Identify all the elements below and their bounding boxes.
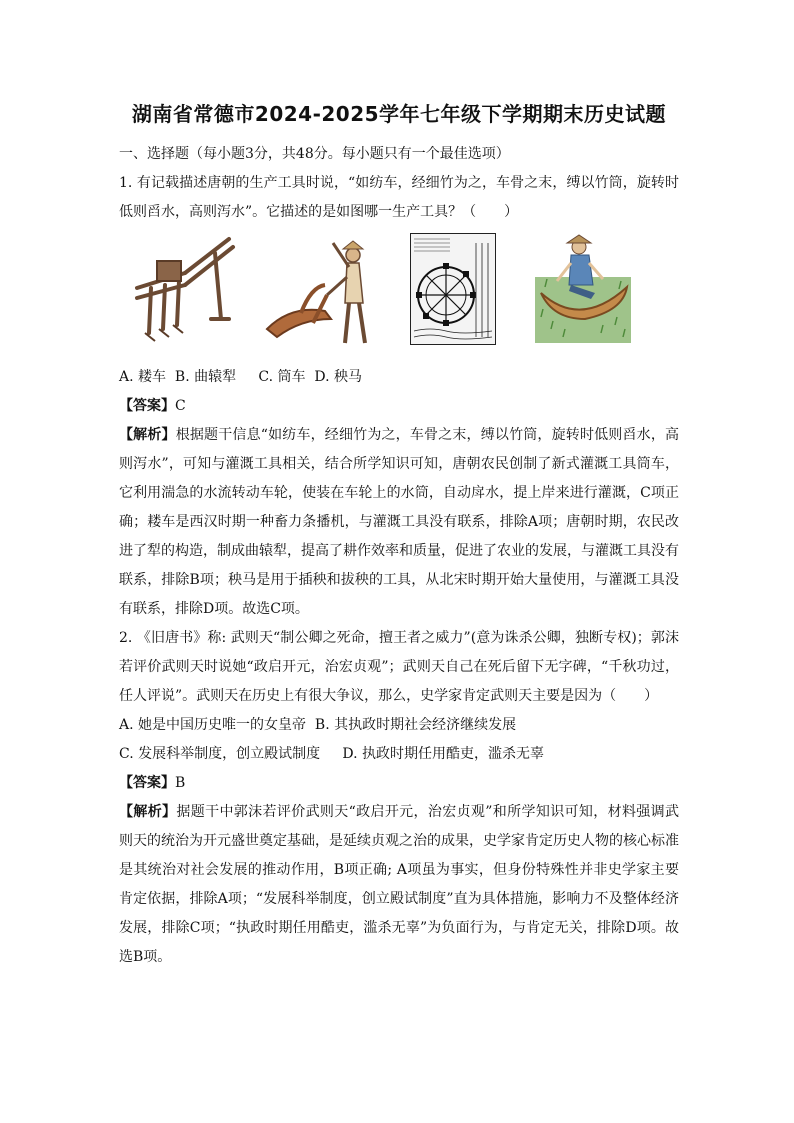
analysis-text: 据题干中郭沫若评价武则天“政启开元，治宏贞观”和所学知识可知，材料强调武则天的统治为开元盛世奠定基础，是延续贞观之治的成果，史学家肯定历史人物的核心标准是其统治对社会发展的推动作用，B项正确; A项虽为事实，但身份特殊性并非史学家主要肯定依据，排除A项；“发展科举制度，创立殿试制度”直为具体措施，影响力不及整体经济发展，排除C项；“执政时期任用酷吏，滥杀无辜”为负面行为，与肯定无关，排除D项。故选B项。 — [119, 804, 680, 965]
question-1-answer — [119, 392, 679, 421]
question-2-analysis — [119, 798, 679, 972]
answer-tag: 【答案】 — [119, 398, 175, 414]
section-heading: 一、选择题（每小题3分，共48分。每小题只有一个最佳选项） — [119, 146, 510, 162]
answer-value: B — [175, 775, 186, 791]
seed-drill-illustration — [129, 233, 241, 357]
analysis-tag: 【解析】 — [119, 427, 176, 443]
question-1-analysis — [119, 421, 679, 624]
seedling-boat-illustration — [531, 233, 633, 345]
question-2-stem: 2. 《旧唐书》称: 武则天“制公卿之死命，擅王者之威力”(意为诛杀公卿，独断专权)；郭沫若评价武则天时说她“政启开元，治宏贞观”；武则天自己在死后留下无字碑，“千秋功过，任人评说”。武则天在历史上有很大争议，那么，史学家肯定武则天主要是因为（ ） — [119, 630, 679, 704]
page-title: 湖南省常德市2024-2025学年七年级下学期期末历史试题 — [131, 102, 667, 126]
question-1-figures — [119, 233, 679, 357]
waterwheel-illustration — [410, 233, 496, 345]
question-2-options-line-1: A. 她是中国历史唯一的女皇帝 B. 其执政时期社会经济继续发展 — [119, 717, 517, 733]
exam-page — [119, 100, 679, 972]
analysis-text: 根据题干信息“如纺车，经细竹为之，车骨之末，缚以竹筒，旋转时低则舀水，高则泻水”，可知与灌溉工具相关，结合所学知识可知，唐朝农民创制了新式灌溉工具筒车，它利用湍急的水流转动车轮，使装在车轮上的水筒，自动戽水，提上岸来进行灌溉，C项正确；耧车是西汉时期一种畜力条播机，与灌溉工具没有联系，排除A项；唐朝时期，农民改进了犁的构造，制成曲辕犁，提高了耕作效率和质量，促进了农业的发展，与灌溉工具没有联系，排除B项；秧马是用于插秧和拔秧的工具，从北宋时期开始大量使用，与灌溉工具没有联系，排除D项。故选C项。 — [119, 427, 680, 617]
question-2-options-line-2: C. 发展科举制度，创立殿试制度 D. 执政时期任用酷吏，滥杀无辜 — [119, 746, 544, 762]
question-2-answer — [119, 769, 679, 798]
question-1-stem: 1. 有记载描述唐朝的生产工具时说，“如纺车，经细竹为之，车骨之末，缚以竹筒，旋转时低则舀水，高则泻水”。它描述的是如图哪一生产工具？（ ） — [119, 175, 679, 220]
answer-tag: 【答案】 — [119, 775, 175, 791]
curved-plough-illustration — [261, 233, 381, 357]
answer-value: C — [175, 398, 186, 414]
question-1-options: A. 耧车 B. 曲辕犁 C. 筒车 D. 秧马 — [119, 369, 362, 385]
analysis-tag: 【解析】 — [119, 804, 177, 820]
